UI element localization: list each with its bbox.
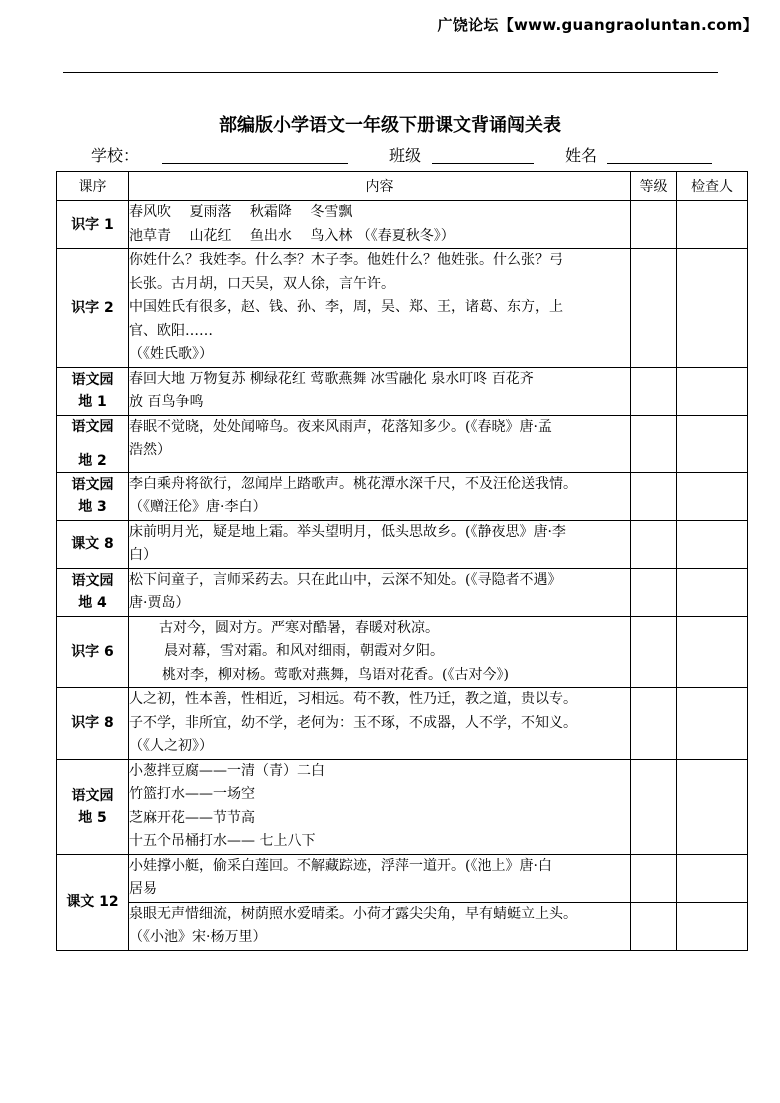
- content-line: 竹篮打水——一场空: [129, 786, 255, 802]
- table-row: [57, 759, 748, 854]
- grade-cell[interactable]: [631, 902, 677, 950]
- table-row: [57, 367, 748, 415]
- lesson-label: 地 2: [78, 452, 107, 469]
- table-row: [57, 902, 748, 950]
- lesson-label: 识字 1: [71, 216, 114, 233]
- checker-cell[interactable]: [677, 520, 748, 568]
- table-row: [57, 472, 748, 520]
- content-line: 小娃撑小艇，偷采白莲回。不解藏踪迹，浮萍一道开。(《池上》唐·白: [129, 857, 552, 874]
- content-line: 芝麻开花——节节高: [129, 809, 255, 826]
- content-line: 小葱拌豆腐——一清（青）二白: [129, 762, 325, 779]
- site-watermark: 广饶论坛【www.guangraoluntan.com】: [437, 16, 758, 34]
- content-line: 放 百鸟争鸣: [129, 394, 204, 410]
- lesson-cell: [57, 520, 129, 568]
- table-row: [57, 688, 748, 760]
- header-grade: 等级: [631, 172, 677, 201]
- checker-cell[interactable]: [677, 415, 748, 472]
- header-content: 内容: [129, 172, 631, 201]
- header-lesson: 课序: [57, 172, 129, 201]
- content-line: 春回大地 万物复苏 柳绿花红 莺歌燕舞 冰雪融化 泉水叮咚 百花齐: [129, 370, 534, 387]
- lesson-cell: [57, 568, 129, 616]
- content-line: 白）: [129, 547, 157, 563]
- header-divider: [63, 72, 718, 73]
- content-cell: [129, 688, 631, 760]
- content-line: 官、欧阳……: [129, 322, 213, 339]
- content-cell: [129, 367, 631, 415]
- lesson-label: 课文 12: [66, 894, 119, 910]
- content-line: （《人之初》）: [129, 738, 213, 754]
- grade-cell[interactable]: [631, 520, 677, 568]
- content-line: 李白乘舟将欲行，忽闻岸上踏歌声。桃花潭水深千尺，不及汪伦送我情。: [129, 475, 577, 492]
- grade-cell[interactable]: [631, 201, 677, 249]
- content-line: 长张。古月胡，口天吴，双人徐，言午许。: [129, 275, 395, 292]
- checker-cell[interactable]: [677, 568, 748, 616]
- lesson-cell: [57, 688, 129, 760]
- content-line: 唐·贾岛）: [129, 595, 190, 611]
- grade-cell[interactable]: [631, 472, 677, 520]
- checker-cell[interactable]: [677, 759, 748, 854]
- content-cell: [129, 415, 631, 472]
- lesson-label: 语文园: [71, 418, 114, 435]
- content-cell: [129, 472, 631, 520]
- name-blank: [607, 163, 712, 164]
- school-label: 学校：: [91, 146, 140, 165]
- table-row: [57, 854, 748, 902]
- content-cell: [129, 249, 631, 368]
- checker-cell[interactable]: [677, 616, 748, 688]
- content-line: 古对今，圆对方。严寒对酷暑，春暖对秋凉。: [159, 619, 439, 636]
- lesson-label: 地 1: [78, 394, 107, 410]
- lesson-cell: [57, 201, 129, 249]
- content-line: 中国姓氏有很多，赵、钱、孙、李，周，吴、郑、王，诸葛、东方，上: [129, 299, 563, 315]
- content-line: 床前明月光，疑是地上霜。举头望明月，低头思故乡。(《静夜思》唐·李: [129, 523, 566, 540]
- content-line: 你姓什么？我姓李。什么李？木子李。他姓什么？他姓张。什么张？弓: [129, 252, 563, 268]
- lesson-label: 语文园: [71, 477, 114, 493]
- content-cell: [129, 854, 631, 902]
- content-line: 松下问童子，言师采药去。只在此山中，云深不知处。(《寻隐者不遇》: [129, 571, 562, 588]
- content-line: 十五个吊桶打水—— 七上八下: [129, 833, 316, 849]
- content-line: 春风吹 夏雨落 秋霜降 冬雪飘: [129, 204, 353, 220]
- table-row: [57, 201, 748, 249]
- content-cell: [129, 568, 631, 616]
- table-row: [57, 520, 748, 568]
- content-line: 泉眼无声惜细流，树荫照水爱晴柔。小荷才露尖尖角，早有蜻蜓立上头。: [129, 905, 577, 922]
- content-line: 子不学，非所宜，幼不学，老何为：玉不琢，不成器，人不学，不知义。: [129, 714, 577, 731]
- content-line: 浩然）: [129, 442, 171, 458]
- content-line: 春眠不觉晓，处处闻啼鸟。夜来风雨声，花落知多少。(《春晓》唐·孟: [129, 418, 552, 435]
- grade-cell[interactable]: [631, 249, 677, 368]
- table-row: [57, 568, 748, 616]
- checker-cell[interactable]: [677, 688, 748, 760]
- grade-cell[interactable]: [631, 367, 677, 415]
- checker-cell[interactable]: [677, 902, 748, 950]
- lesson-cell: [57, 367, 129, 415]
- header-checker: 检查人: [677, 172, 748, 201]
- table-body: [57, 201, 748, 951]
- content-cell: [129, 902, 631, 950]
- content-cell: [129, 616, 631, 688]
- content-line: 桃对李，柳对杨。莺歌对燕舞，鸟语对花香。(《古对今》): [162, 666, 509, 683]
- content-cell: [129, 201, 631, 249]
- checker-cell[interactable]: [677, 201, 748, 249]
- table-header-row: [57, 172, 748, 201]
- content-line: （《小池》宋·杨万里）: [129, 929, 267, 945]
- content-line: 人之初，性本善，性相近，习相远。苟不教，性乃迁，教之道，贵以专。: [129, 691, 577, 707]
- lesson-label: 识字 8: [71, 715, 114, 732]
- lesson-label: 地 4: [78, 595, 107, 611]
- grade-cell[interactable]: [631, 616, 677, 688]
- lesson-label: 地 3: [78, 499, 107, 515]
- content-line: （《姓氏歌》）: [129, 346, 213, 362]
- lesson-cell: [57, 415, 129, 472]
- lesson-label: 识字 2: [71, 299, 114, 316]
- class-blank: [432, 163, 534, 164]
- content-line: 池草青 山花红 鱼出水 鸟入林 （《春夏秋冬》）: [129, 227, 455, 244]
- lesson-label: 地 5: [78, 809, 107, 826]
- checker-cell[interactable]: [677, 249, 748, 368]
- checker-cell[interactable]: [677, 472, 748, 520]
- grade-cell[interactable]: [631, 568, 677, 616]
- lesson-label: 语文园: [71, 372, 114, 388]
- content-line: 居易: [129, 881, 157, 897]
- lesson-cell: [57, 759, 129, 854]
- name-label: 姓名: [565, 146, 598, 165]
- lesson-cell: [57, 249, 129, 368]
- lesson-label: 识字 6: [71, 643, 114, 660]
- lesson-label: 语文园: [71, 787, 114, 804]
- lesson-cell: [57, 616, 129, 688]
- table-row: [57, 249, 748, 368]
- lesson-cell: [57, 854, 129, 950]
- table-row: [57, 415, 748, 472]
- checker-cell[interactable]: [677, 367, 748, 415]
- grade-cell[interactable]: [631, 854, 677, 902]
- school-blank: [162, 163, 348, 164]
- checker-cell[interactable]: [677, 854, 748, 902]
- lesson-label: 语文园: [71, 573, 114, 589]
- content-cell: [129, 520, 631, 568]
- recitation-table: [56, 171, 748, 951]
- grade-cell[interactable]: [631, 415, 677, 472]
- table-row: [57, 616, 748, 688]
- content-line: （《赠汪伦》唐·李白）: [129, 499, 267, 515]
- class-label: 班级: [389, 146, 422, 165]
- grade-cell[interactable]: [631, 759, 677, 854]
- lesson-label: 课文 8: [71, 536, 114, 552]
- content-cell: [129, 759, 631, 854]
- lesson-cell: [57, 472, 129, 520]
- page-title: 部编版小学语文一年级下册课文背诵闯关表: [219, 115, 561, 136]
- grade-cell[interactable]: [631, 688, 677, 760]
- content-line: 晨对幕，雪对霜。和风对细雨，朝霞对夕阳。: [164, 643, 444, 659]
